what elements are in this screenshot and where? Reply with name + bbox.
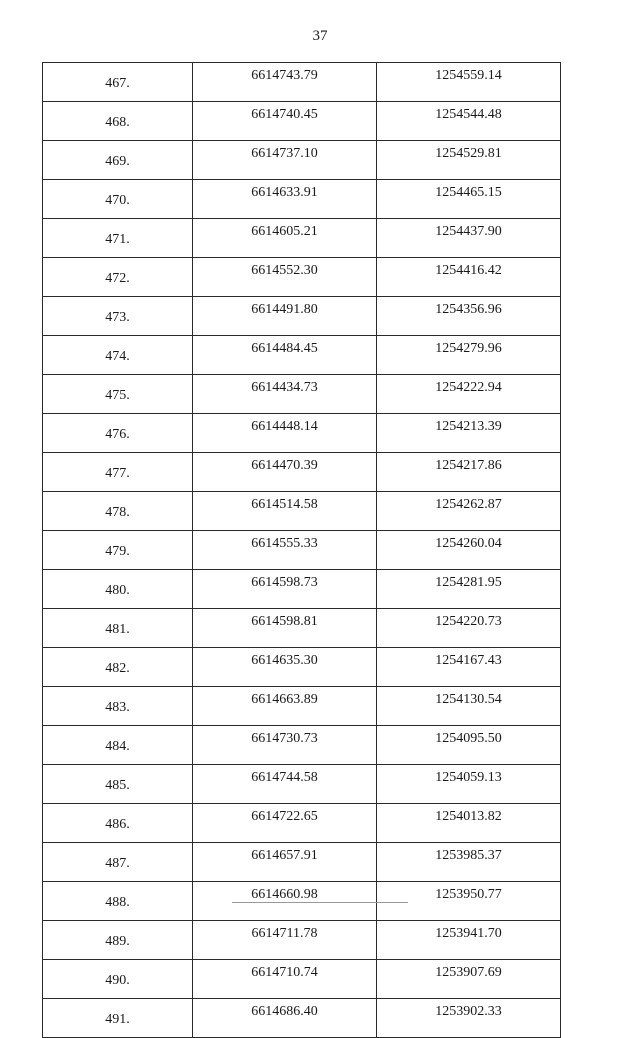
- point-number-cell: 469.: [43, 141, 193, 180]
- y-coordinate-cell: 1254260.04: [377, 531, 561, 570]
- x-coordinate-cell: 6614470.39: [193, 453, 377, 492]
- table-body: [43, 63, 561, 1038]
- point-number-cell: 482.: [43, 648, 193, 687]
- x-coordinate-cell: 6614434.73: [193, 375, 377, 414]
- y-coordinate-cell: 1254220.73: [377, 609, 561, 648]
- x-coordinate-cell: 6614743.79: [193, 63, 377, 102]
- y-coordinate-cell: 1253950.77: [377, 882, 561, 921]
- x-coordinate-cell: 6614744.58: [193, 765, 377, 804]
- page-number: 37: [312, 28, 328, 44]
- x-coordinate-cell: 6614660.98: [193, 882, 377, 921]
- y-coordinate-cell: 1254416.42: [377, 258, 561, 297]
- y-coordinate-cell: 1254279.96: [377, 336, 561, 375]
- point-number-cell: 487.: [43, 843, 193, 882]
- y-coordinate-cell: 1254213.39: [377, 414, 561, 453]
- y-coordinate-cell: 1254544.48: [377, 102, 561, 141]
- point-number-cell: 479.: [43, 531, 193, 570]
- x-coordinate-cell: 6614598.73: [193, 570, 377, 609]
- table-row: [43, 999, 561, 1038]
- y-coordinate-cell: 1254465.15: [377, 180, 561, 219]
- point-number-cell: 486.: [43, 804, 193, 843]
- table-row: [43, 726, 561, 765]
- point-number-cell: 480.: [43, 570, 193, 609]
- y-coordinate-cell: 1254281.95: [377, 570, 561, 609]
- table-row: [43, 63, 561, 102]
- x-coordinate-cell: 6614737.10: [193, 141, 377, 180]
- y-coordinate-cell: 1254167.43: [377, 648, 561, 687]
- x-coordinate-cell: 6614491.80: [193, 297, 377, 336]
- table-row: [43, 375, 561, 414]
- table-row: [43, 336, 561, 375]
- point-number-cell: 467.: [43, 63, 193, 102]
- x-coordinate-cell: 6614740.45: [193, 102, 377, 141]
- point-number-cell: 471.: [43, 219, 193, 258]
- x-coordinate-cell: 6614657.91: [193, 843, 377, 882]
- y-coordinate-cell: 1253907.69: [377, 960, 561, 999]
- x-coordinate-cell: 6614598.81: [193, 609, 377, 648]
- point-number-cell: 475.: [43, 375, 193, 414]
- x-coordinate-cell: 6614686.40: [193, 999, 377, 1038]
- y-coordinate-cell: 1254559.14: [377, 63, 561, 102]
- y-coordinate-cell: 1254437.90: [377, 219, 561, 258]
- point-number-cell: 490.: [43, 960, 193, 999]
- x-coordinate-cell: 6614484.45: [193, 336, 377, 375]
- x-coordinate-cell: 6614555.33: [193, 531, 377, 570]
- table-row: [43, 414, 561, 453]
- table-row: [43, 453, 561, 492]
- point-number-cell: 472.: [43, 258, 193, 297]
- point-number-cell: 474.: [43, 336, 193, 375]
- table-row: [43, 531, 561, 570]
- table-row: [43, 570, 561, 609]
- table-row: [43, 960, 561, 999]
- point-number-cell: 484.: [43, 726, 193, 765]
- point-number-cell: 481.: [43, 609, 193, 648]
- point-number-cell: 491.: [43, 999, 193, 1038]
- x-coordinate-cell: 6614605.21: [193, 219, 377, 258]
- point-number-cell: 489.: [43, 921, 193, 960]
- point-number-cell: 485.: [43, 765, 193, 804]
- x-coordinate-cell: 6614663.89: [193, 687, 377, 726]
- point-number-cell: 468.: [43, 102, 193, 141]
- point-number-cell: 477.: [43, 453, 193, 492]
- table-row: [43, 258, 561, 297]
- coordinates-table: [42, 62, 561, 1038]
- point-number-cell: 473.: [43, 297, 193, 336]
- point-number-cell: 483.: [43, 687, 193, 726]
- x-coordinate-cell: 6614711.78: [193, 921, 377, 960]
- scan-edge-line: [232, 902, 408, 903]
- x-coordinate-cell: 6614448.14: [193, 414, 377, 453]
- point-number-cell: 470.: [43, 180, 193, 219]
- table-row: [43, 609, 561, 648]
- y-coordinate-cell: 1254217.86: [377, 453, 561, 492]
- table-row: [43, 141, 561, 180]
- y-coordinate-cell: 1253985.37: [377, 843, 561, 882]
- x-coordinate-cell: 6614730.73: [193, 726, 377, 765]
- y-coordinate-cell: 1254222.94: [377, 375, 561, 414]
- table-row: [43, 180, 561, 219]
- table-row: [43, 492, 561, 531]
- table-row: [43, 102, 561, 141]
- x-coordinate-cell: 6614722.65: [193, 804, 377, 843]
- point-number-cell: 476.: [43, 414, 193, 453]
- y-coordinate-cell: 1253902.33: [377, 999, 561, 1038]
- table-row: [43, 219, 561, 258]
- y-coordinate-cell: 1254095.50: [377, 726, 561, 765]
- table-row: [43, 765, 561, 804]
- y-coordinate-cell: 1254529.81: [377, 141, 561, 180]
- x-coordinate-cell: 6614633.91: [193, 180, 377, 219]
- table-row: [43, 882, 561, 921]
- y-coordinate-cell: 1254356.96: [377, 297, 561, 336]
- y-coordinate-cell: 1253941.70: [377, 921, 561, 960]
- table-row: [43, 804, 561, 843]
- y-coordinate-cell: 1254262.87: [377, 492, 561, 531]
- y-coordinate-cell: 1254059.13: [377, 765, 561, 804]
- x-coordinate-cell: 6614710.74: [193, 960, 377, 999]
- table-row: [43, 687, 561, 726]
- table-row: [43, 843, 561, 882]
- table-row: [43, 648, 561, 687]
- y-coordinate-cell: 1254130.54: [377, 687, 561, 726]
- x-coordinate-cell: 6614635.30: [193, 648, 377, 687]
- table-row: [43, 921, 561, 960]
- x-coordinate-cell: 6614552.30: [193, 258, 377, 297]
- y-coordinate-cell: 1254013.82: [377, 804, 561, 843]
- x-coordinate-cell: 6614514.58: [193, 492, 377, 531]
- point-number-cell: 478.: [43, 492, 193, 531]
- point-number-cell: 488.: [43, 882, 193, 921]
- table-row: [43, 297, 561, 336]
